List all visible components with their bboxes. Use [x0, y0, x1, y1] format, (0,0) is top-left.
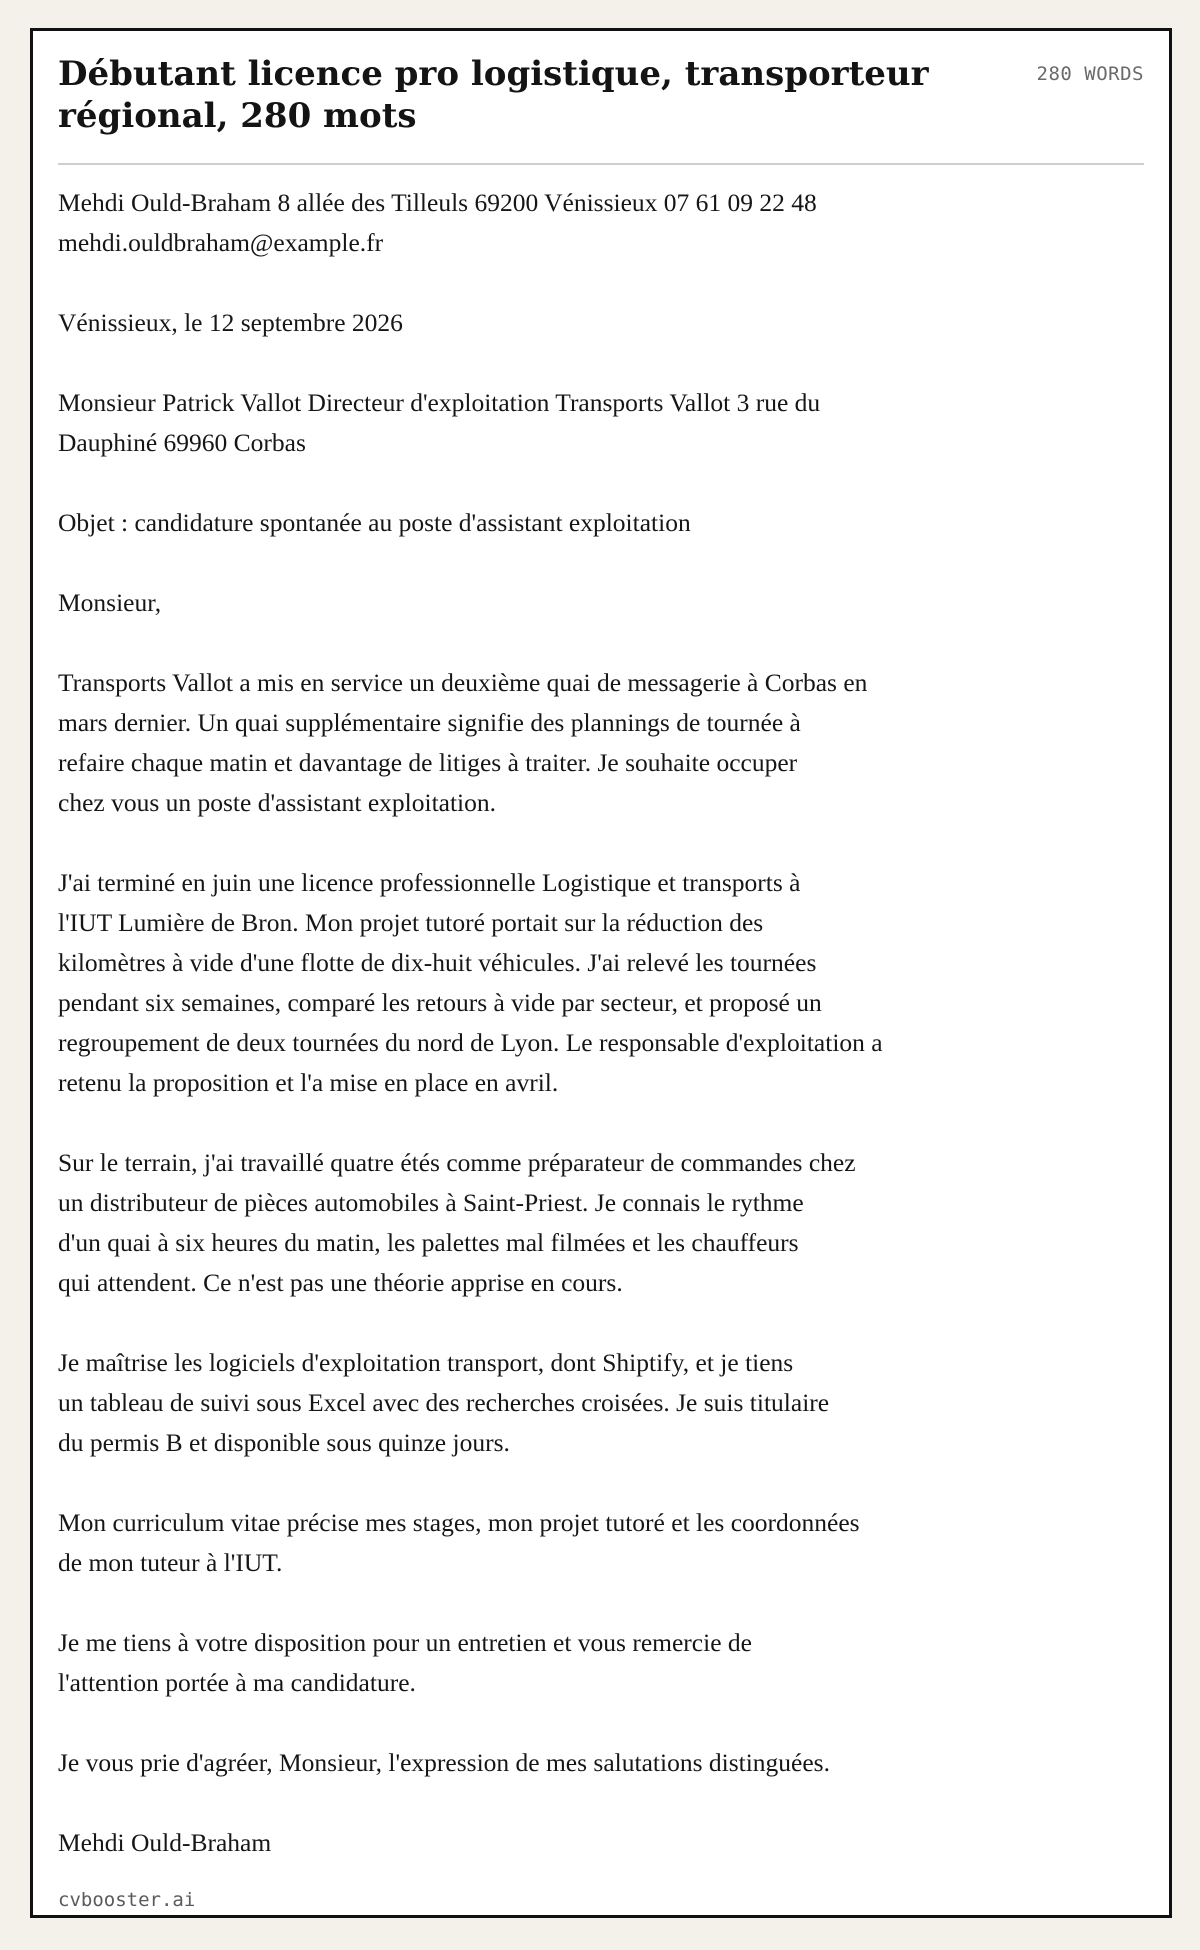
body-paragraph: J'ai terminé en juin une licence professionnelle Logistique et transports à l'IUT Lumière de Bron. Mon projet tutoré portait sur la réduction des kilomètres à vide d'une flotte de dix-huit véhicules. J'ai relevé les tournées pendant six semaines, comparé les retours à vide par secteur, et proposé un regroupement de deux tournées du nord de Lyon. Le responsable d'exploitation a retenu la proposition et l'a mise en place en avril. [58, 868, 883, 1097]
letter-salutation: Monsieur, [58, 588, 162, 617]
body-paragraph: Transports Vallot a mis en service un deuxième quai de messagerie à Corbas en mars dernier. Un quai supplémentaire signifie des plannings de tournée à refaire chaque matin et davantage de litiges à traiter. Je souhaite occuper chez vous un poste d'assistant exploitation. [58, 668, 868, 817]
letter-date: Vénissieux, le 12 septembre 2026 [58, 308, 403, 337]
letter-card [30, 28, 1172, 1918]
recipient-block: Monsieur Patrick Vallot Directeur d'exploitation Transports Vallot 3 rue du Dauphiné 69960 Corbas [58, 388, 821, 457]
sender-block: Mehdi Ould-Braham 8 allée des Tilleuls 69200 Vénissieux 07 61 09 22 48 mehdi.ouldbraham@example.fr [58, 188, 817, 257]
letter-closing: Je vous prie d'agréer, Monsieur, l'expression de mes salutations distinguées. [58, 1748, 830, 1777]
letter-signature: Mehdi Ould-Braham [58, 1828, 272, 1857]
body-paragraph: Sur le terrain, j'ai travaillé quatre étés comme préparateur de commandes chez un distributeur de pièces automobiles à Saint-Priest. Je connais le rythme d'un quai à six heures du matin, les palettes mal filmées et les chauffeurs qui attendent. Ce n'est pas une théorie apprise en cours. [58, 1148, 856, 1297]
letter-header [58, 53, 1144, 165]
body-paragraph: Mon curriculum vitae précise mes stages, mon projet tutoré et les coordonnées de mon tuteur à l'IUT. [58, 1508, 860, 1577]
word-count-badge: 280 WORDS [1036, 63, 1144, 85]
letter-body [58, 183, 1058, 1863]
letter-subject: Objet : candidature spontanée au poste d'assistant exploitation [58, 508, 691, 537]
page-title: Débutant licence pro logistique, transporteur régional, 280 mots [58, 54, 929, 136]
body-paragraph: Je maîtrise les logiciels d'exploitation transport, dont Shiptify, et je tiens un tableau de suivi sous Excel avec des recherches croisées. Je suis titulaire du permis B et disponible sous quinze jours. [58, 1348, 830, 1457]
body-paragraph: Je me tiens à votre disposition pour un entretien et vous remercie de l'attention portée à ma candidature. [58, 1628, 752, 1697]
footer-brand: cvbooster.ai [58, 1889, 196, 1911]
